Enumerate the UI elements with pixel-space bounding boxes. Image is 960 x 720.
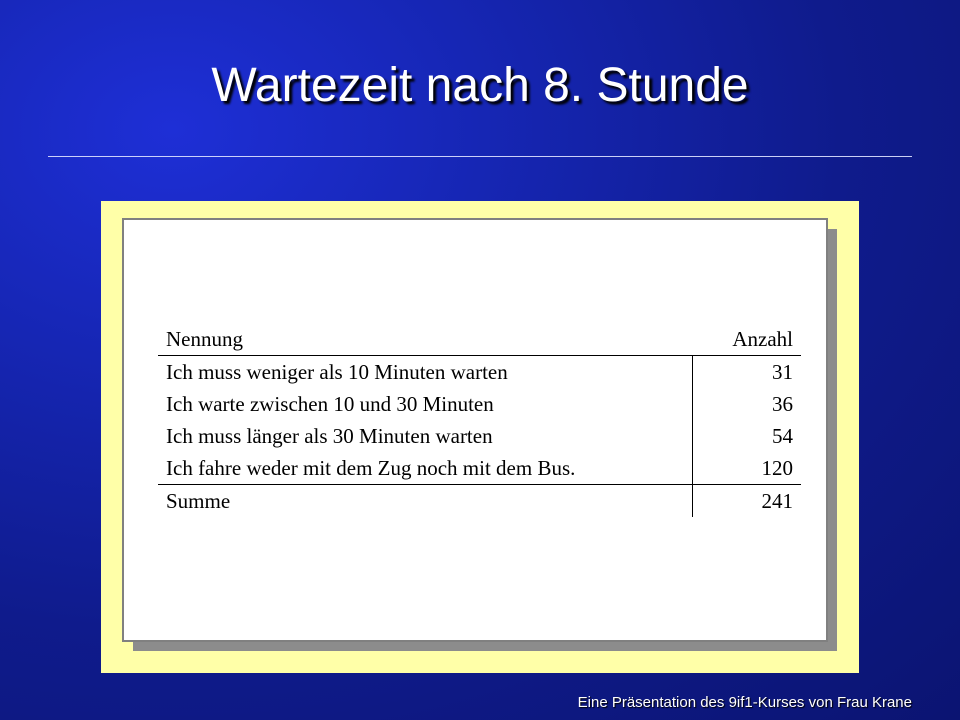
row-label: Ich muss länger als 30 Minuten warten <box>166 424 493 448</box>
total-label: Summe <box>166 489 231 513</box>
table-row <box>158 452 801 485</box>
column-header-count: Anzahl <box>693 322 802 356</box>
row-count: 54 <box>693 420 802 452</box>
total-count: 241 <box>693 485 802 518</box>
table-row <box>158 356 801 389</box>
table-total-row <box>158 485 801 518</box>
row-count: 31 <box>693 356 802 389</box>
table-header-row <box>158 322 801 356</box>
table-row <box>158 388 801 420</box>
wait-time-table <box>158 322 801 517</box>
row-label: Ich warte zwischen 10 und 30 Minuten <box>166 392 494 416</box>
title-divider <box>48 156 912 157</box>
row-label: Ich muss weniger als 10 Minuten warten <box>166 360 508 384</box>
slide-title: Wartezeit nach 8. Stunde <box>211 59 749 112</box>
row-count: 120 <box>693 452 802 485</box>
footer-credit: Eine Präsentation des 9if1-Kurses von Frau Krane <box>577 694 912 711</box>
row-count: 36 <box>693 388 802 420</box>
row-label: Ich fahre weder mit dem Zug noch mit dem Bus. <box>158 452 693 485</box>
column-header-label: Nennung <box>158 322 693 356</box>
table-row <box>158 420 801 452</box>
